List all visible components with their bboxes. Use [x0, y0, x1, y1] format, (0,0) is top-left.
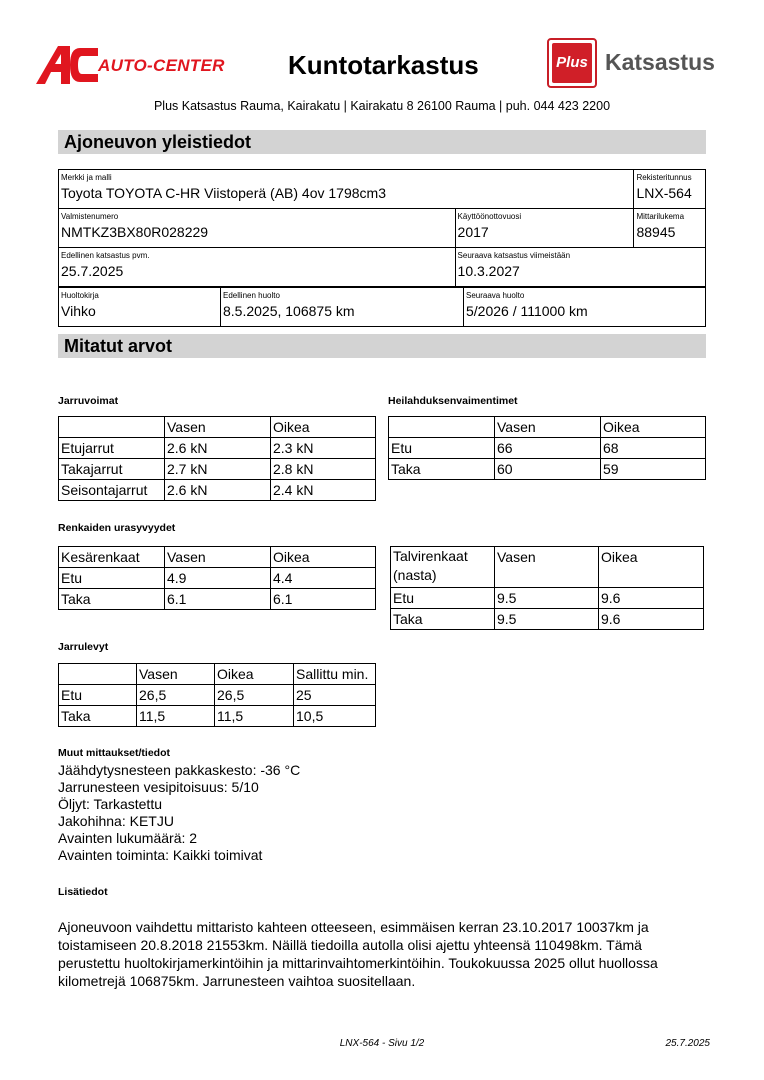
table-cell: Vasen: [495, 417, 601, 438]
table-cell: 9.6: [599, 609, 704, 630]
auto-center-logo: [36, 44, 226, 86]
table-cell: 25: [294, 685, 376, 706]
prev-service-cell: [221, 288, 464, 327]
intro-cell: [455, 209, 634, 248]
table-cell: 9.6: [599, 588, 704, 609]
table-row: [59, 459, 376, 480]
odo-cell: [634, 209, 706, 248]
service-book-cell: [59, 288, 221, 327]
table-cell: 2.3 kN: [271, 438, 376, 459]
table-cell: 10,5: [294, 706, 376, 727]
footer-date: 25.7.2025: [665, 1038, 710, 1049]
table-header-row: [391, 547, 704, 588]
last-inspection-label: Edellinen katsastus pvm.: [61, 251, 150, 260]
vin-label: Valmistenumero: [61, 212, 119, 221]
table-cell: 2.4 kN: [271, 480, 376, 501]
table-cell: 4.4: [271, 568, 376, 589]
table-cell: Oikea: [601, 417, 706, 438]
auto-center-logo-text: AUTO-CENTER: [98, 56, 225, 75]
table-cell: Etu: [59, 685, 137, 706]
other-measurements-title: Muut mittaukset/tiedot: [58, 747, 170, 759]
table-cell: 9.5: [495, 609, 599, 630]
make-cell: [59, 170, 634, 209]
table-cell: 66: [495, 438, 601, 459]
table-cell: Etujarrut: [59, 438, 165, 459]
table-cell: Oikea: [271, 547, 376, 568]
table-row: [391, 609, 704, 630]
table-cell: Takajarrut: [59, 459, 165, 480]
table-row: [59, 589, 376, 610]
katsastus-logo-text: Katsastus: [605, 49, 715, 75]
station-address: Plus Katsastus Rauma, Kairakatu | Kairakatu 8 26100 Rauma | puh. 044 423 2200: [153, 99, 611, 113]
table-cell: 6.1: [271, 589, 376, 610]
table-cell: Taka: [59, 706, 137, 727]
table-row: [59, 568, 376, 589]
table-cell: Vasen: [137, 664, 215, 685]
table-cell: [59, 664, 137, 685]
intro-label: Käyttöönottovuosi: [457, 212, 522, 221]
list-item: Öljyt: Tarkastettu: [58, 796, 163, 812]
shocks-title: Heilahduksenvaimentimet: [388, 395, 518, 407]
table-cell: Taka: [391, 609, 495, 630]
table-cell: 2.8 kN: [271, 459, 376, 480]
table-cell: 59: [601, 459, 706, 480]
odo-value: 88945: [636, 224, 676, 240]
list-item: Jarrunesteen vesipitoisuus: 5/10: [58, 779, 259, 795]
other-measurements-list: [58, 762, 300, 864]
notes-title: Lisätiedot: [58, 886, 108, 898]
vin-cell: [59, 209, 456, 248]
plus-katsastus-logo: [547, 38, 727, 88]
table-cell: [59, 417, 165, 438]
table-header-row: [59, 664, 376, 685]
table-cell: Vasen: [165, 547, 271, 568]
table-cell: Seisontajarrut: [59, 480, 165, 501]
table-header-row: [59, 547, 376, 568]
table-row: [59, 480, 376, 501]
footer-page: LNX-564 - Sivu 1/2: [339, 1038, 425, 1049]
make-label: Merkki ja malli: [61, 173, 112, 182]
brake-discs-table: [58, 663, 376, 727]
last-inspection-value: 25.7.2025: [61, 263, 124, 279]
table-row: [391, 588, 704, 609]
summer-tires-table: [58, 546, 376, 610]
table-cell: 11,5: [137, 706, 215, 727]
table-cell: 6.1: [165, 589, 271, 610]
tread-title: Renkaiden urasyvyydet: [58, 522, 176, 534]
list-item: Avainten toiminta: Kaikki toimivat: [58, 847, 263, 863]
table-cell: Oikea: [271, 417, 376, 438]
odo-label: Mittarilukema: [636, 212, 685, 221]
next-service-label: Seuraava huolto: [466, 291, 525, 300]
next-inspection-cell: [455, 248, 705, 287]
shocks-table: [388, 416, 706, 480]
table-cell: 26,5: [215, 685, 294, 706]
table-cell: 68: [601, 438, 706, 459]
list-item: Jakohihna: KETJU: [58, 813, 174, 829]
table-cell: Oikea: [215, 664, 294, 685]
table-cell: Etu: [59, 568, 165, 589]
table-header-row: [59, 417, 376, 438]
table-cell: Etu: [391, 588, 495, 609]
reg-value: LNX-564: [636, 185, 692, 201]
table-cell: Taka: [59, 589, 165, 610]
list-item: Avainten lukumäärä: 2: [58, 830, 198, 846]
table-cell: Etu: [389, 438, 495, 459]
prev-service-label: Edellinen huolto: [223, 291, 280, 300]
table-row: [389, 438, 706, 459]
plus-badge-text: Plus: [552, 43, 592, 83]
make-value: Toyota TOYOTA C-HR Viistoperä (AB) 4ov 1798cm3: [61, 185, 386, 201]
service-info-table: [58, 287, 706, 327]
table-cell: Vasen: [165, 417, 271, 438]
last-inspection-cell: [59, 248, 456, 287]
section-header-measured: Mitatut arvot: [58, 334, 706, 358]
notes-text: Ajoneuvoon vaihdettu mittaristo kahteen otteeseen, esimmäisen kerran 23.10.2017 10037km ja toistamiseen 20.8.2018 21553km. Näillä tiedoilla autolla olisi ajettu yhteensä 110498km. Tämä perustettu huoltokirjamerkintöihin ja mittarinvaihtomerkintöihin. Toukokuussa 2025 ollut huollossa kilometrejä 106875km. Jarrunesteen vaihtoa suositellaan.: [58, 919, 658, 989]
next-service-cell: [464, 288, 706, 327]
table-cell: 2.7 kN: [165, 459, 271, 480]
table-cell: 9.5: [495, 588, 599, 609]
vin-value: NMTKZ3BX80R028229: [61, 224, 209, 240]
reg-cell: [634, 170, 706, 209]
table-cell: 2.6 kN: [165, 480, 271, 501]
list-item: Jäähdytysnesteen pakkaskesto: -36 °C: [58, 762, 301, 778]
table-cell: Sallittu min.: [294, 664, 376, 685]
table-header-row: [389, 417, 706, 438]
ac-logo-mark-icon: [36, 44, 98, 86]
table-cell: 4.9: [165, 568, 271, 589]
next-inspection-value: 10.3.2027: [457, 263, 520, 279]
next-service-value: 5/2026 / 111000 km: [466, 303, 588, 319]
vehicle-info-table: [58, 169, 706, 287]
discs-title: Jarrulevyt: [58, 641, 109, 653]
table-cell: 2.6 kN: [165, 438, 271, 459]
table-cell: Talvirenkaat (nasta): [391, 547, 495, 588]
plus-badge: [547, 38, 597, 88]
table-row: [59, 706, 376, 727]
intro-value: 2017: [457, 224, 489, 240]
table-row: [389, 459, 706, 480]
prev-service-value: 8.5.2025, 106875 km: [223, 303, 355, 319]
brakes-table: [58, 416, 376, 501]
table-row: [59, 685, 376, 706]
winter-tires-table: [390, 546, 704, 630]
table-cell: [389, 417, 495, 438]
reg-label: Rekisteritunnus: [636, 173, 692, 182]
section-header-general: Ajoneuvon yleistiedot: [58, 130, 706, 154]
table-cell: 26,5: [137, 685, 215, 706]
table-cell: 60: [495, 459, 601, 480]
next-inspection-label: Seuraava katsastus viimeistään: [457, 251, 571, 260]
page-title: Kuntotarkastus: [288, 50, 479, 80]
table-cell: 11,5: [215, 706, 294, 727]
table-cell: Taka: [389, 459, 495, 480]
service-book-value: Vihko: [61, 303, 96, 319]
brakes-title: Jarruvoimat: [58, 395, 119, 407]
table-cell: Vasen: [495, 547, 599, 588]
table-row: [59, 438, 376, 459]
service-book-label: Huoltokirja: [61, 291, 99, 300]
table-cell: Kesärenkaat: [59, 547, 165, 568]
table-cell: Oikea: [599, 547, 704, 588]
